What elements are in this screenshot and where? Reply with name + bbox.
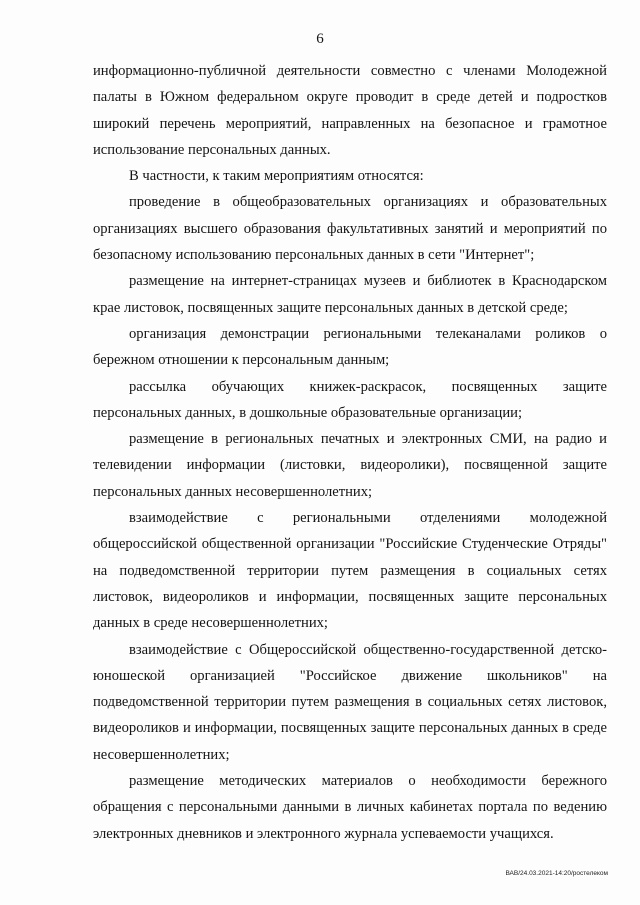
list-item-museum-leaflets: размещение на интернет-страницах музеев и библиотек в Краснодарском крае листовок, посвященных защите персональных данных в детской среде; [93, 273, 607, 316]
paragraph-intro-list: В частности, к таким мероприятиям относятся: [129, 168, 424, 185]
paragraph-continuation: информационно-публичной деятельности совместно с членами Молодежной палаты в Южном федеральном округе проводит в среде детей и подростков широкий перечень мероприятий, направленных на безопасное и грамотное использование персональных данных. [93, 63, 607, 158]
list-item-student-brigades: взаимодействие с региональными отделениями молодежной общероссийской общественной организации "Российские Студенческие Отряды" на подведомственной территории путем размещения в социальных сетях листовок, видеороликов и информации, посвященных защите персональных данных в среде несовершеннолетних; [93, 510, 607, 632]
list-item-regional-media: размещение в региональных печатных и электронных СМИ, на радио и телевидении информации (листовки, видеоролики), посвященной защите персональных данных несовершеннолетних; [93, 431, 607, 500]
list-item-methodical-materials: размещение методических материалов о необходимости бережного обращения с персональными данными в личных кабинетах портала по ведению электронных дневников и электронного журнала успеваемости учащихся. [93, 773, 607, 842]
document-body [93, 58, 607, 847]
footer-stamp: ВАВ/24.03.2021-14:20/ростелеком [505, 870, 608, 877]
list-item-tv-videos: организация демонстрации региональными телеканалами роликов о бережном отношении к персональным данным; [93, 325, 607, 369]
list-item-lectures: проведение в общеобразовательных организациях и образовательных организациях высшего образования факультативных занятий и мероприятий по безопасному использованию персональных данных в сети "Интернет"; [93, 194, 607, 264]
list-item-schoolchildren-movement: взаимодействие с Общероссийской общественно-государственной детско-юношеской организацией "Российское движение школьников" на подведомственной территории путем размещения в социальных сетях листовок, видеороликов и информации, посвященных защите персональных данных в среде несовершеннолетних; [93, 641, 607, 763]
page-number: 6 [316, 31, 324, 47]
list-item-coloring-books: рассылка обучающих книжек-раскрасок, посвященных защите персональных данных, в дошкольные образовательные организации; [93, 378, 607, 421]
